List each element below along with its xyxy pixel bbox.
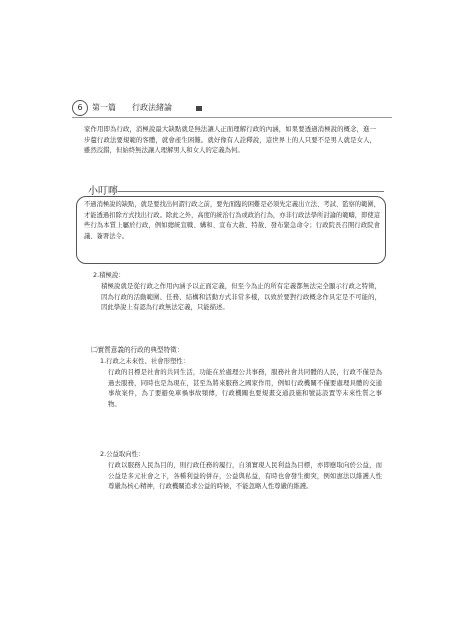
- note-title: 小叮嚀: [88, 186, 118, 197]
- note-text: 不過消極說的缺點，就是要找出何謂行政之前，要先面臨的困難是必須先定義出立法、考試、監察的範圍，才能透過扣除方式找出行政。除此之外，高度的統治行為或政治行為，亦非行政法學所討論的範疇，即使這些行為本質上屬於行政，例如總統宣戰、媾和、宣布大赦、特赦、發布緊急命令；行政院長召開行政院會議、簽署法令。: [84, 201, 380, 240]
- body-paragraph: 家作用即為行政，消極說最大缺點就是無法讓人正面理解行政的內涵，如果要透過消極說的概念，進一步釐行政法要規範的客體，就會產生困難。就好像有人詮釋說，這世界上的人只要不是男人就是女人，雖然沒錯，但始終無法讓人理解男人和女人的定義為何。: [84, 125, 376, 154]
- note-title-divider: [118, 191, 384, 192]
- subitem-heading: 1.行政之未來性、社會形塑性：: [100, 357, 190, 365]
- section-heading: ㈡實質意義的行政的典型特徵：: [91, 346, 184, 354]
- header-divider: [72, 117, 392, 118]
- square-mark-icon: [196, 106, 202, 111]
- subitem-paragraph: 行政的目標是社會的共同生活，功能在於處理公共事務，服務社會共同體的人民，行政不僅是為過去服務，同時也是為現在，甚至為將來服務之國家作用，例如行政機關不僅要處理具體的交通事故案件，為了要避免車禍事故頻傳，行政機關也要規畫交通設施和號誌設置等未來性質之事物。: [108, 368, 382, 408]
- chapter-label: 第一篇: [92, 103, 116, 112]
- page-header: [72, 100, 392, 118]
- subitem-paragraph: 行政以服務人民為目的，則行政任務的履行，自須實現人民利益為目標，亦即應取向於公益，而公益是多元社會之下，各種利益的併存，公益與私益，有時也會發生衝突，例如憲法以維護人性尊嚴為核心精神，行政機關追求公益的時候，不能忽略人性尊嚴的維護。: [108, 461, 382, 490]
- item-heading: 2.積極說：: [93, 271, 125, 279]
- subitem-heading: 2.公益取向性：: [100, 450, 145, 458]
- page-number: 6: [72, 100, 88, 116]
- item-paragraph: 積極說就是從行政之作用內涵予以正面定義，但至今為止的所有定義都無法完全顯示行政之特徵，因為行政的活動範圍、任務、結構和活動方式非常多樣，以致於要對行政概念作具定是不可能的，因此學說上有認為行政無法定義，只能描述。: [101, 282, 381, 311]
- chapter-title: 行政法緒論: [132, 103, 172, 112]
